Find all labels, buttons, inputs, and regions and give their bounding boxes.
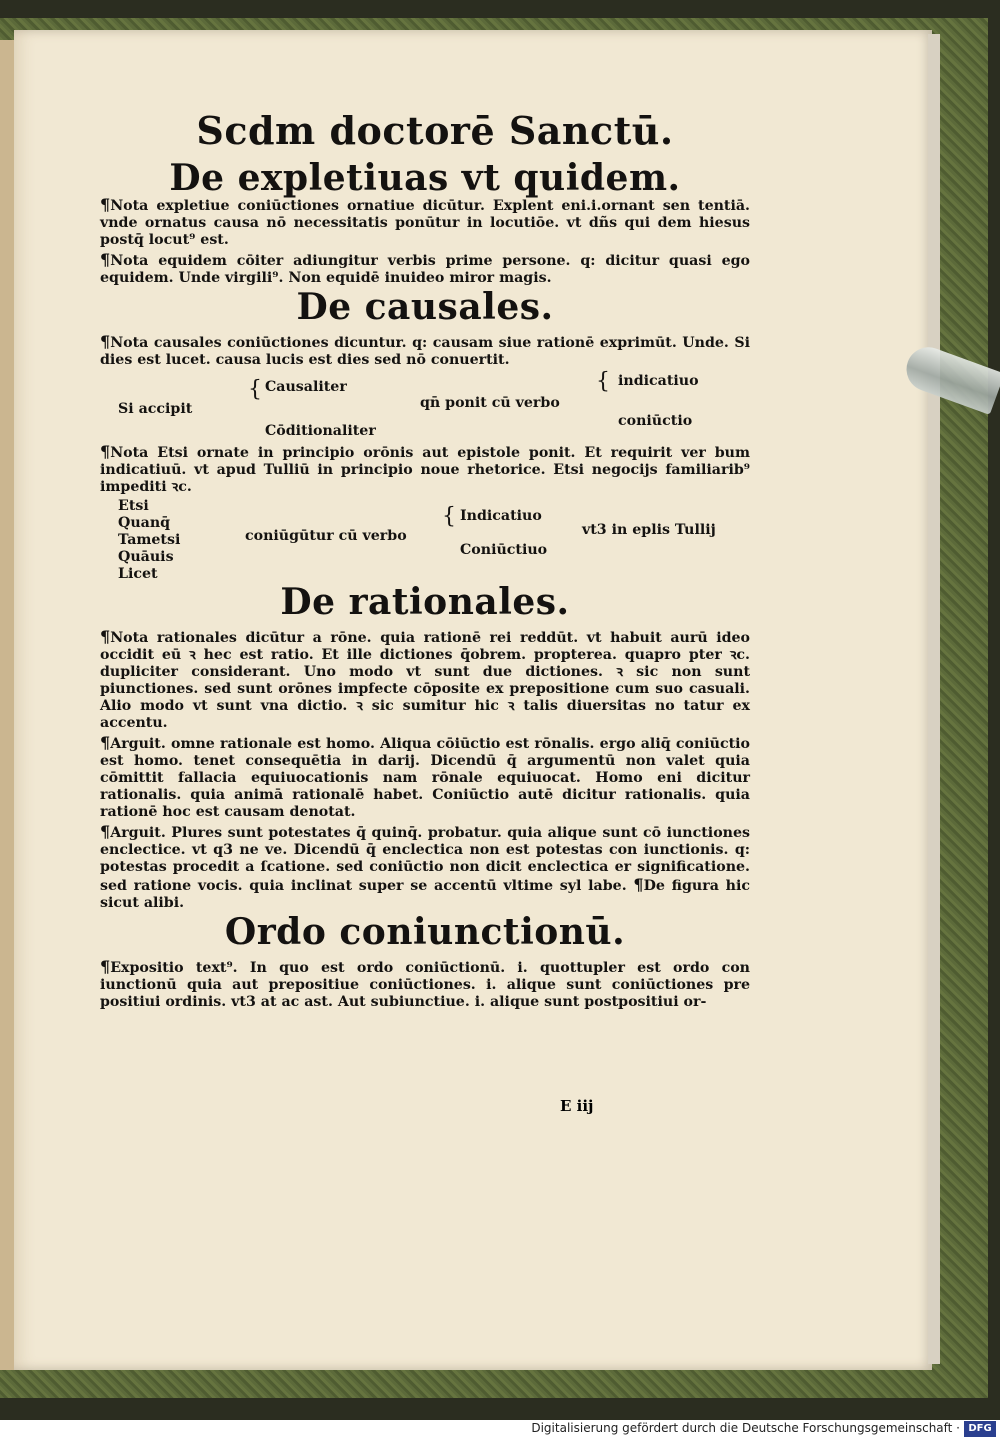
paragraph: ¶Nota expletiue coniūctiones ornatiue dicūtur. Explent eni.i.ornant sen tentiā. vnde ornatus causa nō necessitatis ponūtur in locutiōe. vt dñs qui dem hiesus postq̄ locut⁹ est.: [100, 195, 750, 248]
schema-right: vt3 in eplis Tullij: [582, 522, 716, 538]
paragraph: ¶Arguit. Plures sunt potestates q̄ quinq̄. probatur. quia alique sunt cō iunctiones enclectice. vt q3 ne ve. Dicendū q̄ enclectica non est potestas con iunctionis. q: potestas procedit a ſcatione. sed coniūctio non dicit enclectica er significatione. sed ratione vocis. quia inclinat super se accentū vltime syl labe. ¶De figura hic sicut alibi.: [100, 822, 750, 911]
schema-right: indicatiuo: [618, 373, 699, 389]
schema-word: Quāuis: [118, 549, 174, 565]
pilcrow-icon: ¶: [100, 442, 111, 461]
paragraph: ¶Nota causales coniūctiones dicuntur. q: causam siue rationē exprimūt. Unde. Si dies est lucet. causa lucis est dies sed nō conuertit.: [100, 332, 750, 368]
page-heading: Scdm doctorē Sanctū.: [196, 108, 674, 153]
schema-option: Indicatiuo: [460, 508, 542, 524]
schema-left: Si accipit: [118, 401, 193, 417]
paragraph: ¶Nota rationales dicūtur a rōne. quia rationē rei reddūt. vt habuit aurū ideo occidit eū ꝛ hec est ratio. Et ille dictiones q̄obrem. propterea. quapro pter ꝛc. dupliciter considerant. Uno modo vt sunt due dictiones. ꝛ sic non sunt piunctiones. sed sunt orōnes impfecte cōposite ex prepositione cum suo casuali. Alio modo vt sunt vna dictio. ꝛ sic sumitur hic ꝛ talis diuersitas no tatur ex accentu.: [100, 627, 750, 731]
schema-option: Causaliter: [265, 379, 347, 395]
pilcrow-icon: ¶: [100, 250, 111, 269]
digitization-credit: Digitalisierung gefördert durch die Deutsche Forschungsgemeinschaft ·: [531, 1421, 960, 1435]
section-title-rationales: De rationales.: [280, 581, 570, 623]
brace-icon: {: [596, 369, 610, 394]
causales-schema: [100, 371, 750, 443]
paragraph: ¶Expositio text⁹. In quo est ordo coniūctionū. i. quottupler est ordo con iunctionū quia aut prepositiue coniūctiones. i. alique sunt coniūctiones pre positiui ordinis. vt3 at ac ast. Aut subiunctiue. i. alique sunt postpositiui or-: [100, 957, 750, 1010]
section-title-causales: De causales.: [296, 286, 554, 328]
schema-middle: coniūgūtur cū verbo: [245, 528, 407, 544]
schema-word: Etsi: [118, 498, 149, 514]
schema-option: Cōditionaliter: [265, 423, 376, 439]
pilcrow-icon: ¶: [100, 957, 111, 976]
pilcrow-icon: ¶: [100, 627, 111, 646]
section-title-expletivas: De expletiuas vt quidem.: [169, 157, 681, 199]
pilcrow-icon: ¶: [100, 195, 111, 214]
brace-icon: {: [442, 504, 456, 529]
paragraph: ¶Nota equidem cōiter adiungitur verbis prime persone. q: dicitur quasi ego equidem. Unde virgili⁹. Non equidē inuideo miror magis.: [100, 250, 750, 286]
schema-word: Licet: [118, 566, 158, 582]
page-edge: [928, 34, 940, 1364]
section-title-ordo: Ordo coniunctionū.: [224, 911, 626, 953]
page-content: [100, 108, 750, 1013]
schema-word: Tametsi: [118, 532, 181, 548]
dfg-logo: DFG: [964, 1421, 996, 1437]
schema-option: Coniūctiuo: [460, 542, 548, 558]
brace-icon: {: [248, 377, 262, 402]
schema-middle: qn̄ ponit cū verbo: [420, 395, 560, 411]
pilcrow-icon: ¶: [100, 822, 111, 841]
pilcrow-icon: ¶: [633, 875, 644, 894]
paragraph: ¶Nota Etsi ornate in principio orōnis aut epistole ponit. Et requirit ver bum indicatiuū. vt apud Tulliū in principio noue rhetorice. Etsi negocijs familiarib⁹ impediti ꝛc.: [100, 442, 750, 495]
schema-word: Quanq̄: [118, 515, 171, 531]
pilcrow-icon: ¶: [100, 733, 111, 752]
paragraph: ¶Arguit. omne rationale est homo. Aliqua cōiūctio est rōnalis. ergo aliq̄ coniūctio est homo. tenet consequētia in darij. Dicendū q̄ argumentū non valet quia cōmittit fallacia equiuocationis nam rōnale equiuocat. Homo eni dicitur rationalis. quia animā rationalē habet. Coniūctio autē dicitur rationalis. quia rationē hoc est causam denotat.: [100, 733, 750, 820]
etsi-schema: [100, 498, 750, 582]
schema-right: coniūctio: [618, 413, 693, 429]
signature-mark: E iij: [560, 1097, 594, 1115]
pilcrow-icon: ¶: [100, 332, 111, 351]
